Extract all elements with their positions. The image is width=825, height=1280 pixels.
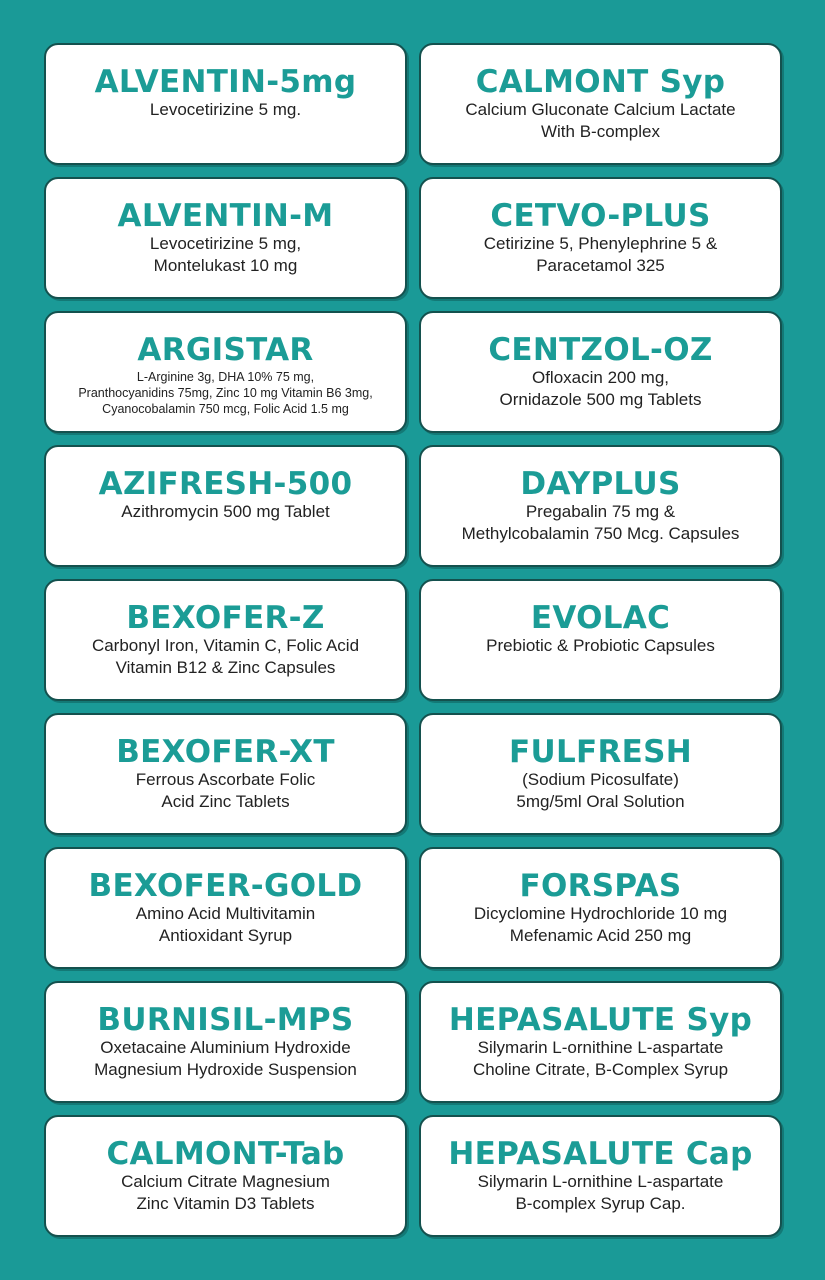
product-description: Levocetirizine 5 mg, Montelukast 10 mg	[149, 234, 302, 275]
product-name: CETVO-PLUS	[490, 198, 711, 234]
product-description: Prebiotic & Probiotic Capsules	[486, 636, 715, 655]
product-card-fulfresh	[419, 713, 782, 835]
product-description: Amino Acid Multivitamin Antioxidant Syrup	[135, 904, 316, 945]
product-name: BEXOFER-GOLD	[88, 868, 363, 904]
product-name: BEXOFER-Z	[126, 600, 325, 636]
product-description: Dicyclomine Hydrochloride 10 mg Mefenamic Acid 250 mg	[473, 904, 728, 945]
product-description: Cetirizine 5, Phenylephrine 5 & Paracetamol 325	[483, 234, 718, 275]
product-description: Ferrous Ascorbate Folic Acid Zinc Tablets	[135, 770, 316, 811]
product-card-burnisil-mps	[44, 981, 407, 1103]
product-description: Azithromycin 500 mg Tablet	[121, 502, 330, 521]
product-card-alventin-5mg	[44, 43, 407, 165]
product-name: ALVENTIN-M	[117, 198, 334, 234]
product-name: FORSPAS	[519, 868, 682, 904]
product-card-cetvo-plus	[419, 177, 782, 299]
product-name: ARGISTAR	[137, 332, 314, 368]
product-name: BURNISIL-MPS	[97, 1002, 354, 1038]
product-card-centzol-oz	[419, 311, 782, 433]
product-name: HEPASALUTE Syp	[448, 1002, 753, 1038]
product-name: AZIFRESH-500	[98, 466, 353, 502]
product-card-alventin-m	[44, 177, 407, 299]
product-description: Ofloxacin 200 mg, Ornidazole 500 mg Tablets	[499, 368, 702, 409]
product-name: FULFRESH	[509, 734, 692, 770]
product-card-forspas	[419, 847, 782, 969]
product-name: CALMONT-Tab	[106, 1136, 345, 1172]
product-card-azifresh-500	[44, 445, 407, 567]
product-name: CENTZOL-OZ	[488, 332, 713, 368]
product-description: Levocetirizine 5 mg.	[149, 100, 302, 119]
product-card-argistar	[44, 311, 407, 433]
product-card-hepasalute-cap	[419, 1115, 782, 1237]
product-card-evolac	[419, 579, 782, 701]
product-card-hepasalute-syp	[419, 981, 782, 1103]
product-card-bexofer-xt	[44, 713, 407, 835]
product-name: BEXOFER-XT	[116, 734, 335, 770]
product-description: L-Arginine 3g, DHA 10% 75 mg, Pranthocyanidins 75mg, Zinc 10 mg Vitamin B6 3mg, Cyanocobalamin 750 mcg, Folic Acid 1.5 mg	[78, 370, 373, 416]
product-name: HEPASALUTE Cap	[448, 1136, 753, 1172]
product-name: ALVENTIN-5mg	[94, 64, 357, 100]
product-grid	[44, 43, 782, 1237]
product-card-dayplus	[419, 445, 782, 567]
product-description: (Sodium Picosulfate) 5mg/5ml Oral Solution	[516, 770, 685, 811]
product-description: Carbonyl Iron, Vitamin C, Folic Acid Vitamin B12 & Zinc Capsules	[91, 636, 360, 677]
product-name: EVOLAC	[530, 600, 671, 636]
product-description: Calcium Gluconate Calcium Lactate With B-complex	[465, 100, 736, 141]
product-card-calmont-syp	[419, 43, 782, 165]
product-description: Silymarin L-ornithine L-aspartate B-complex Syrup Cap.	[477, 1172, 724, 1213]
product-description: Silymarin L-ornithine L-aspartate Choline Citrate, B-Complex Syrup	[472, 1038, 729, 1079]
product-card-calmont-tab	[44, 1115, 407, 1237]
product-description: Calcium Citrate Magnesium Zinc Vitamin D3 Tablets	[121, 1172, 330, 1213]
product-description: Oxetacaine Aluminium Hydroxide Magnesium Hydroxide Suspension	[94, 1038, 357, 1079]
product-description: Pregabalin 75 mg & Methylcobalamin 750 Mcg. Capsules	[461, 502, 740, 543]
product-card-bexofer-z	[44, 579, 407, 701]
product-name: DAYPLUS	[520, 466, 681, 502]
product-card-bexofer-gold	[44, 847, 407, 969]
product-name: CALMONT Syp	[475, 64, 726, 100]
